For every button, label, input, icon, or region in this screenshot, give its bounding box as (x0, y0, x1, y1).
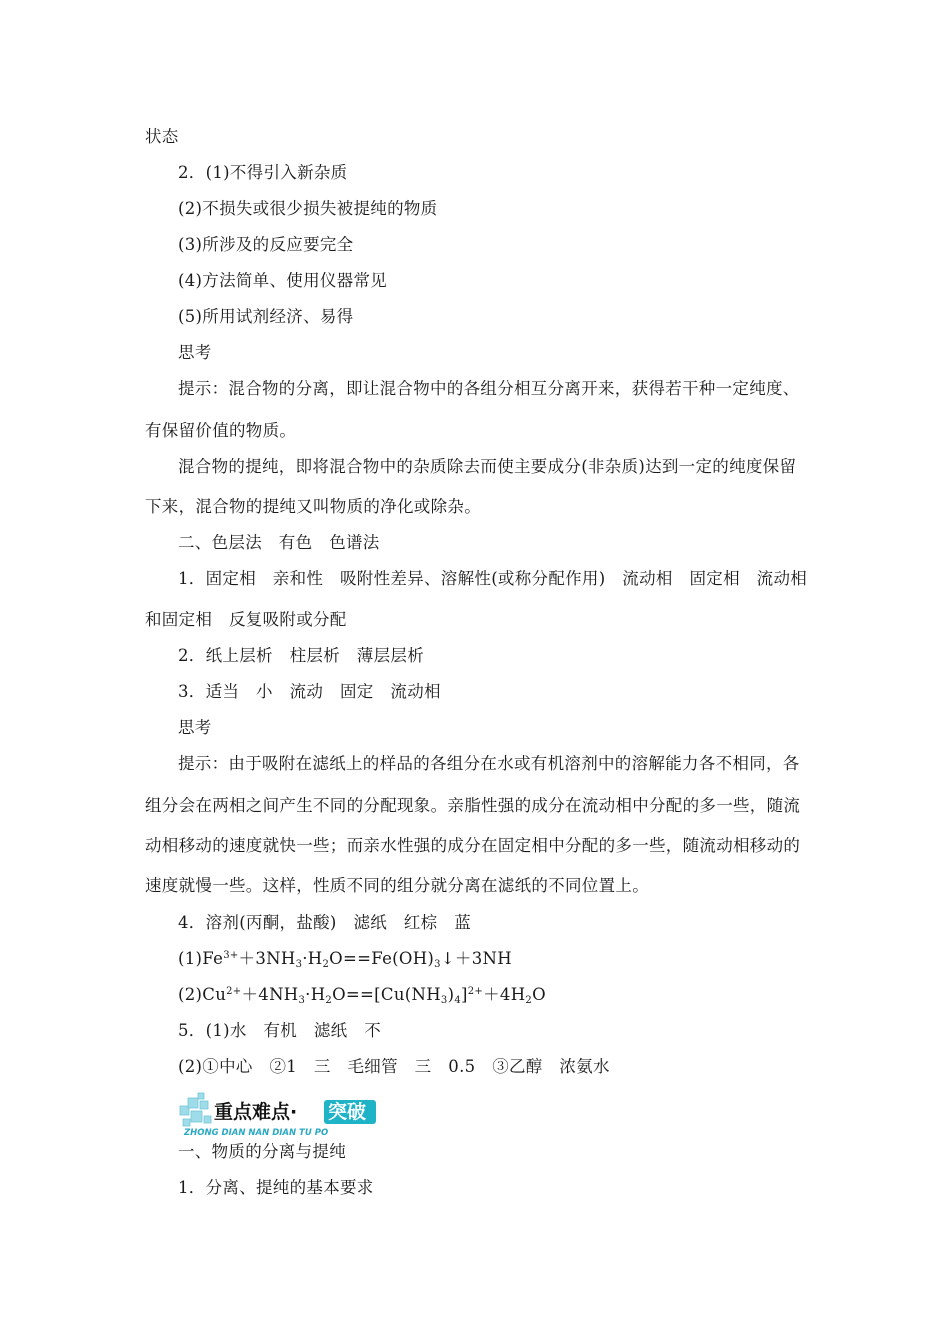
section-heading: 一、物质的分离与提纯 (178, 1142, 346, 1161)
section-heading: 思考 (178, 718, 212, 737)
text-line: 组分会在两相之间产生不同的分配现象。亲脂性强的成分在流动相中分配的多一些，随流 (145, 796, 801, 815)
cubes-icon (178, 1092, 398, 1138)
banner-title: 重点难点· (214, 1101, 298, 1123)
text-line: 提示：由于吸附在滤纸上的样品的各组分在水或有机溶剂中的溶解能力各不相同，各 (178, 754, 800, 773)
text-line: (3)所涉及的反应要完全 (178, 235, 354, 254)
text-line: 2．纸上层析 柱层析 薄层层析 (178, 646, 424, 665)
chemical-equation-1: $(1)Fe^{3+}+3NH_3\cdot H_2O==Fe(OH)_3↓+3NH$ (178, 949, 512, 970)
text-line: 速度就慢一些。这样，性质不同的组分就分离在滤纸的不同位置上。 (145, 876, 649, 895)
text-line: 提示：混合物的分离，即让混合物中的各组分相互分离开来，获得若干种一定纯度、 (178, 379, 800, 398)
banner-highlight: 突破 (328, 1101, 367, 1123)
banner-pinyin: ZHONG DIAN NAN DIAN TU PO (184, 1128, 329, 1138)
text-line: 有保留价值的物质。 (145, 421, 297, 440)
text-line: (5)所用试剂经济、易得 (178, 307, 354, 326)
text-line: 下来，混合物的提纯又叫物质的净化或除杂。 (145, 497, 481, 516)
text-line: (4)方法简单、使用仪器常见 (178, 271, 388, 290)
text-line: (2)不损失或很少损失被提纯的物质 (178, 199, 438, 218)
chemical-equation-2: $(2)Cu^{2+}+4NH_3\cdot H_2O==[Cu(NH_3)_4]^{2+}+4H_2O$ (178, 985, 546, 1006)
text-line: 5．(1)水 有机 滤纸 不 (178, 1021, 382, 1040)
text-line: 1．固定相 亲和性 吸附性差异、溶解性(或称分配作用) 流动相 固定相 流动相 (178, 569, 808, 588)
text-line: 1．分离、提纯的基本要求 (178, 1178, 374, 1197)
text-line: 4．溶剂(丙酮，盐酸) 滤纸 红棕 蓝 (178, 913, 472, 932)
text-line: 动相移动的速度就快一些；而亲水性强的成分在固定相中分配的多一些，随流动相移动的 (145, 836, 801, 855)
text-line: 混合物的提纯，即将混合物中的杂质除去而使主要成分(非杂质)达到一定的纯度保留 (178, 457, 797, 476)
text-line: 3．适当 小 流动 固定 流动相 (178, 682, 441, 701)
text-line: 2．(1)不得引入新杂质 (178, 163, 348, 182)
section-heading: 思考 (178, 343, 212, 362)
text-line: 状态 (145, 127, 179, 146)
text-line: (2)①中心 ②1 三 毛细管 三 0.5 ③乙醇 浓氨水 (178, 1057, 610, 1076)
text-line: 和固定相 反复吸附或分配 (145, 610, 347, 629)
section-heading: 二、色层法 有色 色谱法 (178, 533, 380, 552)
section-banner (178, 1092, 398, 1138)
